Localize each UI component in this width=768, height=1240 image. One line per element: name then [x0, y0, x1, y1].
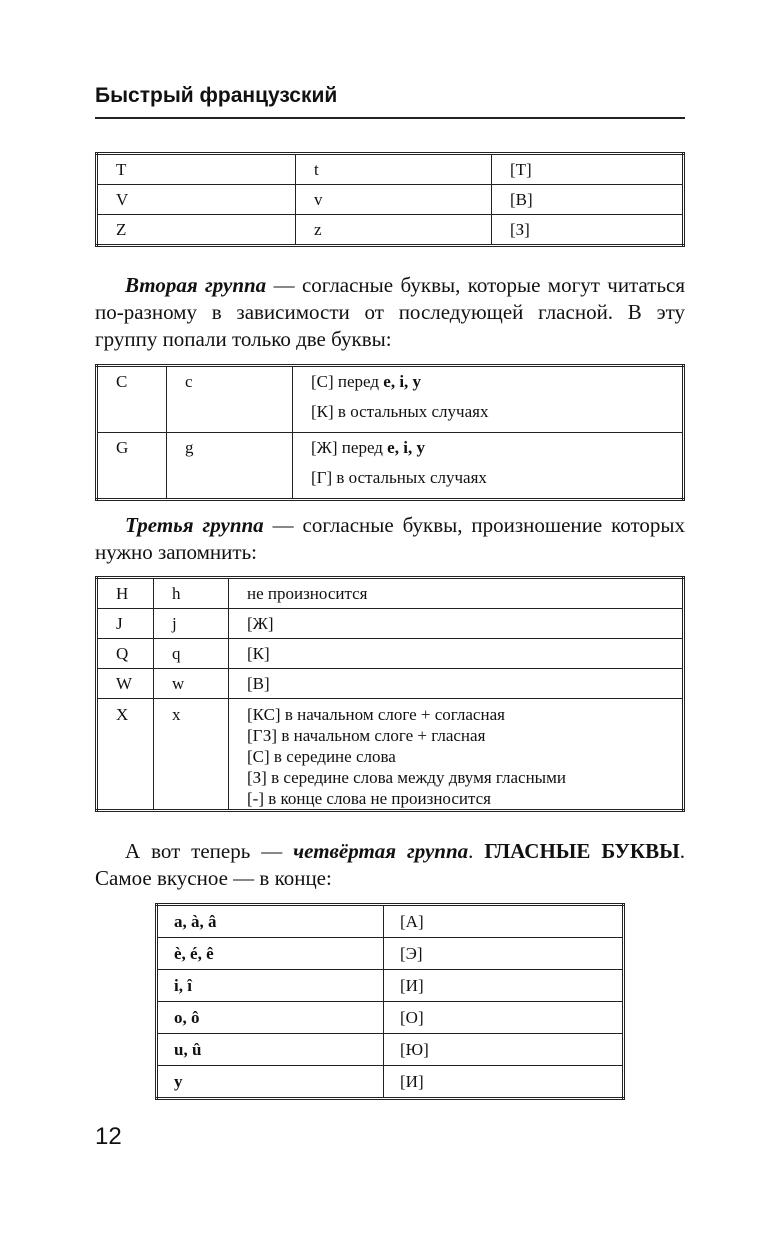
header-rule	[95, 117, 685, 119]
pronunciation: [В]	[492, 185, 684, 215]
letter-upper: G	[97, 433, 167, 500]
table-row	[157, 938, 624, 970]
running-header: Быстрый французский	[95, 84, 338, 107]
third-group-text: — согласные буквы, произношение которых нужно запомнить:	[95, 513, 685, 564]
rule-line: [ГЗ] в начальном слоге + гласная	[247, 726, 486, 745]
page-number: 12	[95, 1123, 122, 1150]
fourth-group-text-post: . Самое вкусное — в конце:	[95, 839, 686, 890]
letter-upper: X	[97, 699, 154, 811]
pronunciation-rules	[229, 699, 684, 811]
table-row	[157, 970, 624, 1002]
table-row	[97, 433, 684, 500]
table-row	[157, 1034, 624, 1066]
vowels-heading: ГЛАСНЫЕ БУКВЫ	[484, 839, 680, 863]
table-row	[97, 609, 684, 639]
rule-line: [К] в остальных случаях	[311, 402, 489, 421]
rule-text: [С] перед	[311, 372, 384, 391]
paragraph-third-group	[95, 512, 685, 566]
table-row	[157, 1002, 624, 1034]
letter-lower: h	[154, 578, 229, 609]
table-row	[97, 699, 684, 811]
letter-lower: t	[296, 154, 492, 185]
rule-line: [З] в середине слова между двумя гласными	[247, 768, 566, 787]
vowel-letters: i, î	[157, 970, 384, 1002]
pronunciation: [Т]	[492, 154, 684, 185]
table-row	[97, 578, 684, 609]
letter-lower: g	[167, 433, 293, 500]
pronunciation-rules	[293, 366, 684, 433]
third-group-heading: Третья группа	[125, 513, 264, 537]
vowel-letters: u, û	[157, 1034, 384, 1066]
pronunciation-rules	[293, 433, 684, 500]
vowel-letters: y	[157, 1066, 384, 1099]
pronunciation: [И]	[384, 1066, 624, 1099]
pronunciation: [Э]	[384, 938, 624, 970]
pronunciation: не произносится	[229, 578, 684, 609]
pronunciation: [Ю]	[384, 1034, 624, 1066]
pronunciation: [З]	[492, 215, 684, 246]
rule-line: [С] в середине слова	[247, 747, 396, 766]
second-group-text: — согласные буквы, которые могут читаться по-разному в зависимости от последующей гласной. В эту группу попали только две буквы:	[95, 273, 685, 351]
letter-upper: T	[97, 154, 296, 185]
pronunciation: [В]	[229, 669, 684, 699]
letter-upper: J	[97, 609, 154, 639]
second-group-heading: Вторая группа	[125, 273, 267, 297]
letter-lower: x	[154, 699, 229, 811]
table-row	[97, 215, 684, 246]
fourth-group-heading: четвёртая группа	[293, 839, 469, 863]
pronunciation: [И]	[384, 970, 624, 1002]
letter-lower: j	[154, 609, 229, 639]
paragraph-fourth-group	[95, 838, 685, 892]
table-row	[97, 154, 684, 185]
fourth-group-text-pre: А вот теперь —	[125, 839, 294, 863]
pronunciation: [О]	[384, 1002, 624, 1034]
vowel-table	[155, 903, 625, 1100]
letter-upper: H	[97, 578, 154, 609]
letter-upper: Q	[97, 639, 154, 669]
vowel-letters: è, é, ê	[157, 938, 384, 970]
letter-lower: v	[296, 185, 492, 215]
rule-line: [-] в конце слова не произносится	[247, 789, 491, 808]
table-row	[97, 669, 684, 699]
vowel-letters: o, ô	[157, 1002, 384, 1034]
letter-lower: z	[296, 215, 492, 246]
pronunciation: [Ж]	[229, 609, 684, 639]
table-row	[97, 366, 684, 433]
letter-lower: c	[167, 366, 293, 433]
pronunciation: [А]	[384, 905, 624, 938]
table-row	[97, 185, 684, 215]
pronunciation: [К]	[229, 639, 684, 669]
table-row	[97, 639, 684, 669]
rule-letters: e, i, y	[383, 372, 422, 391]
letter-lower: q	[154, 639, 229, 669]
consonant-table-first-group-tail	[95, 152, 685, 247]
letter-upper: V	[97, 185, 296, 215]
consonant-table-third-group	[95, 576, 685, 812]
rule-letters: e, i, y	[387, 438, 425, 457]
vowel-letters: a, à, â	[157, 905, 384, 938]
table-row	[157, 905, 624, 938]
rule-text: [Ж] перед	[311, 438, 388, 457]
letter-upper: W	[97, 669, 154, 699]
rule-line: [КС] в начальном слоге + согласная	[247, 705, 505, 724]
rule-line: [Г] в остальных случаях	[311, 468, 487, 487]
letter-upper: Z	[97, 215, 296, 246]
letter-upper: C	[97, 366, 167, 433]
consonant-table-second-group	[95, 364, 685, 501]
letter-lower: w	[154, 669, 229, 699]
rule-line	[311, 438, 682, 468]
fourth-group-text-mid: .	[468, 839, 485, 863]
rule-line	[311, 372, 682, 402]
paragraph-second-group	[95, 272, 685, 353]
table-row	[157, 1066, 624, 1099]
